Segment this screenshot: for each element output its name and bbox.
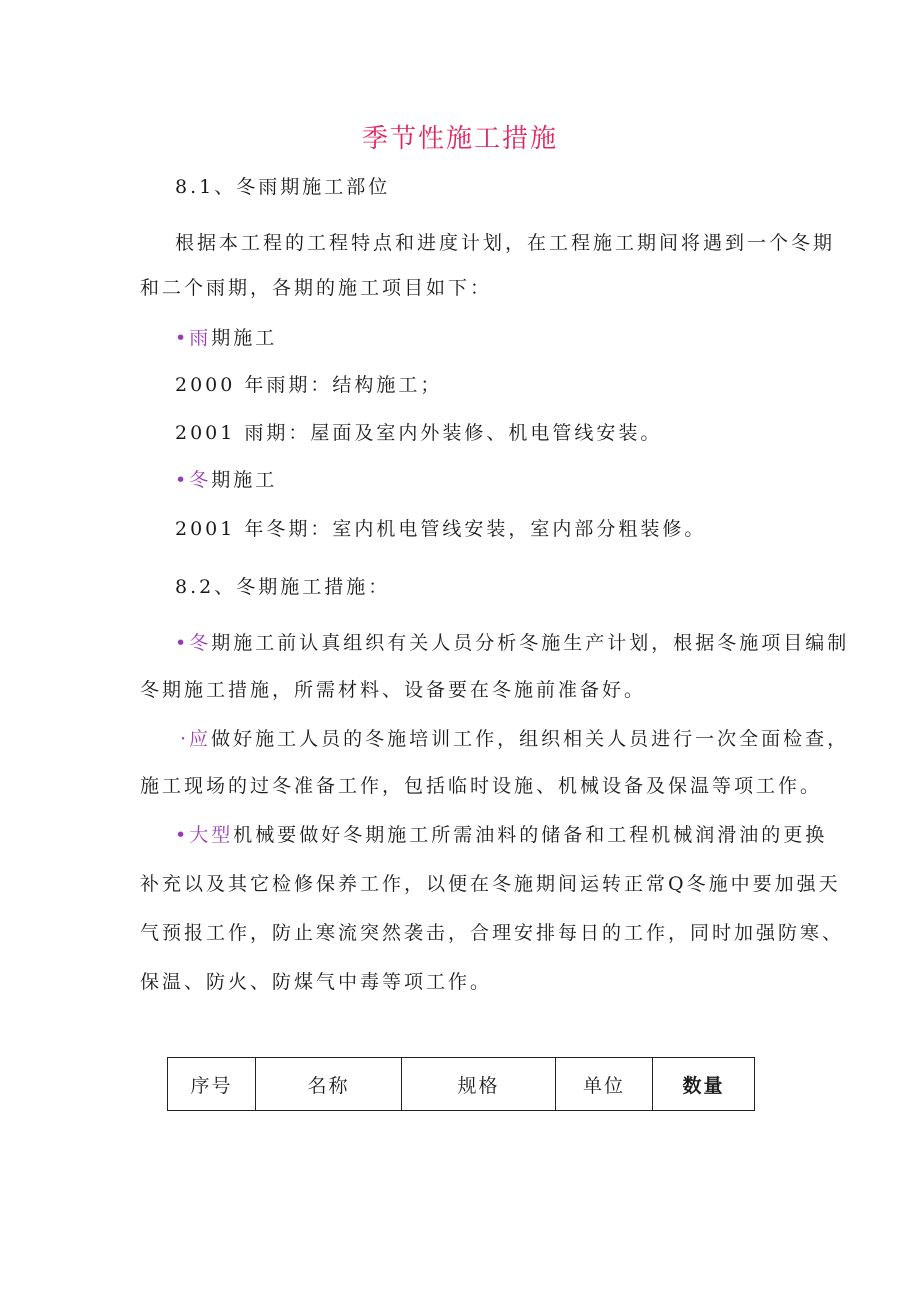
section-8-1-heading: 8.1、冬雨期施工部位	[175, 176, 391, 198]
winter-label: 期施工	[211, 469, 278, 491]
winter-2001-line: 2001 年冬期：室内机电管线安装，室内部分粗装修。	[175, 518, 707, 540]
rain-2000-line: 2000 年雨期：结构施工；	[175, 374, 443, 396]
intro-line-1: 根据本工程的工程特点和进度计划，在工程施工期间将遇到一个冬期	[175, 232, 836, 254]
header-cell-quantity: 数量	[653, 1058, 755, 1111]
rain-mark: 雨	[189, 327, 212, 349]
rain-2001-line: 2001 雨期：屋面及室内外装修、机电管线安装。	[175, 422, 663, 444]
p1-mark: 冬	[189, 632, 212, 654]
bullet-icon: •	[175, 327, 190, 349]
section-8-2-heading: 8.2、冬期施工措施：	[175, 576, 391, 598]
header-cell-name: 名称	[256, 1058, 402, 1111]
bullet-icon: ·	[180, 728, 190, 750]
intro-line-2: 和二个雨期，各期的施工项目如下：	[140, 277, 493, 299]
winter-period-item	[175, 467, 277, 493]
p2-line1-text: 做好施工人员的冬施培训工作，组织相关人员进行一次全面检查，	[211, 728, 850, 750]
rain-period-item	[175, 325, 277, 351]
p3-mark: 大型	[189, 824, 234, 846]
paragraph-1-line-2: 冬期施工措施，所需材料、设备要在冬施前准备好。	[140, 679, 647, 701]
table-header-row	[168, 1058, 755, 1111]
paragraph-3-line-2: 补充以及其它检修保养工作，以便在冬施期间运转正常Q冬施中要加强天	[140, 873, 841, 895]
rain-label: 期施工	[211, 327, 278, 349]
page-title: 季节性施工措施	[361, 124, 558, 154]
header-cell-spec: 规格	[402, 1058, 556, 1111]
bullet-icon: •	[175, 824, 190, 846]
winter-mark: 冬	[189, 469, 212, 491]
bullet-icon: •	[175, 469, 190, 491]
paragraph-2-line-2: 施工现场的过冬准备工作，包括临时设施、机械设备及保温等项工作。	[140, 775, 823, 797]
header-cell-index: 序号	[168, 1058, 256, 1111]
paragraph-3-line-1	[175, 822, 827, 848]
p3-line1-text: 机械要做好冬期施工所需油料的储备和工程机械润滑油的更换	[233, 824, 828, 846]
spec-table	[167, 1057, 755, 1111]
p1-line1-text: 期施工前认真组织有关人员分析冬施生产计划，根据冬施项目编制	[211, 632, 850, 654]
paragraph-1-line-1	[175, 630, 849, 656]
paragraph-2-line-1	[180, 726, 849, 752]
bullet-icon: •	[175, 632, 190, 654]
p2-mark: 应	[189, 728, 212, 750]
paragraph-3-line-3: 气预报工作，防止寒流突然袭击，合理安排每日的工作，同时加强防寒、	[140, 922, 845, 944]
paragraph-3-line-4: 保温、防火、防煤气中毒等项工作。	[140, 971, 493, 993]
header-cell-unit: 单位	[556, 1058, 653, 1111]
